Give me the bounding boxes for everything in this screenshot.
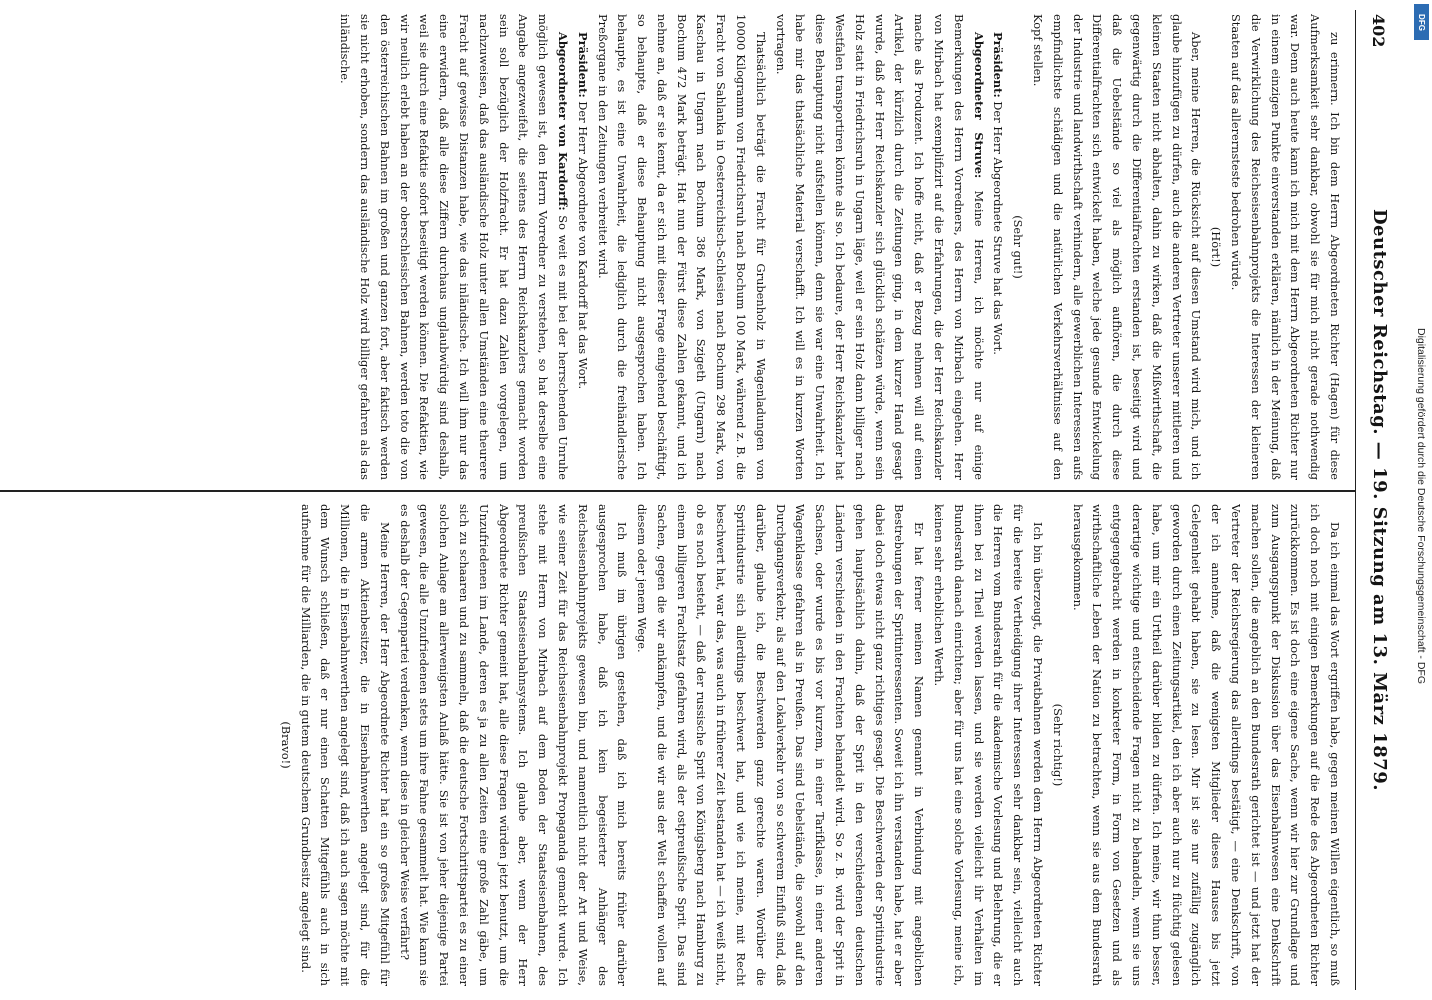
running-title: Deutscher Reichstag. — 19. Sitzung am 13. März 1879. <box>1369 208 1390 792</box>
speaker-name: Präsident: <box>991 32 1006 98</box>
text-paragraph: zu erinnern. Ich bin dem Herrn Abgeordneten Richter (Hagen) für diese Aufmerksamkeit sehr dankbar, obwohl sie für mich nicht gerade nothwendig war. Denn auch heute kann ich mich mit dem Herrn Abgeordneten Richter nur in einem einzigen Punkte einverstanden erklären, nämlich in der Meinung, daß die Verwirklichung des Reichseisenbahnprojekts die Interessen der kleineren Staaten auf das allerernsteste bedrohen würde. <box>1229 14 1342 480</box>
column-divider <box>0 490 1356 492</box>
speaker-name: Präsident: <box>575 32 590 98</box>
left-text-column <box>6 14 1344 480</box>
text-paragraph: Ich bin überzeugt, die Privatbahnen werden dem Herrn Abgeordneten Richter für die bereite Vertheidigung ihrer Interessen sehr dankbar sein, vielleicht auch die Herren vom Bundesrath für die akademische Vorlesung und Belehrung, die er ihnen bei zu Theil werden lassen, und sie werden vielleicht ihr Verhalten im Bundesrath danach einrichten; aber für uns hat eine solche Vorlesung, meine ich, keinen sehr erheblichen Werth. <box>932 504 1046 986</box>
dfg-logo: DFG <box>1414 4 1429 40</box>
speech-text: Der Herr Abgeordnete von Kardorff hat das Wort. <box>575 101 590 390</box>
speech-paragraph <box>770 14 988 480</box>
digitization-credit: Digitalisierung gefördert durch die Deutsche Forschungsgemeinschaft - DFG <box>1415 327 1427 684</box>
interjection: (Sehr gut!) <box>1011 215 1026 279</box>
text-paragraph: Aber, meine Herren, die Rücksicht auf diesen Umstand wird mich, und ich glaube hinzufügen zu dürfen, auch die anderen Vertreter unserer mittleren und kleinen Staaten nicht abhalten, dahin zu wirken, daß die Mißwirthschaft, die gegenwärtig durch die Differentialfrachten erstanden ist, beseitigt wird und daß die Uebelstände so viel als möglich aufhören, die durch diese Differentialfrachten sich entwickelt haben, welche jede gesunde Entwickelung der Industrie und landwirthschaft verhindern, alle gewerblichen Interessen aufs empfindlichste schädigen und die natürlichen Verkehrsverhältnisse auf den Kopf stellen. <box>1031 14 1204 480</box>
speech-text: So weit es mit bei der herrschenden Unruhe möglich gewesen ist, den Herrn Vorredner zu verstehen, so hat derselbe eine Angabe angezweifelt, die seitens des Herrn Reichskanzlers gemacht worden sein soll bezüglich der Holzfracht. Er hat dazu Zahlen vorgelegen, um nachzuweisen, daß das ausländische Holz unter allen Umständen eine theurere Fracht auf gewisse Distanzen habe, wie das inländische. Ich will ihm nur das eine erwidern, daß alle diese Ziffern durchaus unglaubwürdig sind deshalb, weil sie durch eine Refaktie sofort beseitigt werden können. Die Refaktien, wie wir neulich erlebt haben an der oberschlesischen Bahnen, werden toto die von den österreichischen Bahnen im großen und ganzen fort, aber faktisch werden sie nicht erhoben, sondern das ausländische Holz wird billiger gefahren als das inländische. <box>338 14 570 480</box>
page-header <box>1355 10 1396 990</box>
speech-paragraph <box>572 14 592 480</box>
digitization-sidebar <box>1411 0 1432 1000</box>
interjection: (Sehr richtig!) <box>1050 703 1065 787</box>
page-number: 402 <box>1369 14 1388 48</box>
speech-text: Meine Herren, ich möchte nur auf einige Bemerkungen des Herrn Vorredners, des Herrn von Mirbach eingehen. Herr von Mirbach hat exemplifizirt auf die Erfahrungen, die der Herr Reichskanzler mache als Produzent. Ich hoffe nicht, daß er Bezug nehmen will auf einen Artikel, der kürzlich durch die Zeitungen ging, in dem kurzer Hand gesagt wurde, daß der Herr Reichskanzler sich glücklich schätzen würde, wenn sein Holz statt in Friedrichsruh in Ungarn läge, weil er sein Holz dann billiger nach Westfalen transportiren könnte als so. Ich bedaure, der Herr Reichskanzler hat diese Behauptung nicht aufstellen können, denn sie war eine Unwahrheit. Ich habe mir das thatsächliche Material verschafft. Ich will es in kurzen Worten vortragen. <box>773 14 986 480</box>
speaker-name: Abgeordneter Struve: <box>971 32 986 179</box>
speech-text: Der Herr Abgeordnete Struve hat das Wort. <box>991 101 1006 355</box>
text-paragraph: Ich muß im übrigen gestehen, daß ich mich bereits früher darüber ausgesprochen habe, daß ich kein begeisterter Anhänger des Reichseisenbahnprojekts gewesen bin, und namentlich nicht der Art und Weise, wie seiner Zeit für das Reichseisenbahnprojekt Propaganda gemacht wurde. Ich stehe mit Herrn von Mirbach auf dem Boden der Staatseisenbahnen, des preußischen Staatseisenbahnsystems. Ich glaube aber, wenn der Herr Abgeordnete Richter gemeint hat, alle diese Fragen würden jetzt benutzt, um die Unzufriedenen im Lande, deren es ja zu allen Zeiten eine große Zahl gäbe, um sich zu schaaren und zu sammeln, daß die deutsche Fortschrittspartei es zu einer solchen Anlage am allerwenigsten Anlaß hätte. Sie ist von jeher diejenige Partei gewesen, die alle Unzufriedenen stets um ihre Fahne gesammelt hat. Wie kann sie es deshalb der Gegenpartei verdenken, wenn diese in gleicher Weise verfährt? <box>397 504 630 986</box>
right-text-column <box>6 504 1344 986</box>
speech-paragraph <box>988 14 1008 480</box>
text-paragraph: Meine Herren, der Herr Abgeordnete Richter hat ein so großes Mitgefühl für die armen Aktienbesitzer, die in Eisenbahnwerthen angelegt sind, für die Millionen, die in Eisenbahnwerthen angelegt sind, daß ich auch sagen möchte mit dem Wunsch schließen, daß er nur einen Schatten Mitgefühls auch in sich aufnehme für die Milliarden, die in gutem deutschem Grundbesitz angelegt sind. <box>298 504 392 986</box>
text-paragraph: Da ich einmal das Wort ergriffen habe, gegen meinen Willen eigentlich, so muß ich doch noch mit einigen Bemerkungen auf die Rede des Abgeordneten Richter zurückkommen. Es ist doch eine eigene Sache, wenn wir hier zur Grundlage und zum Ausgangspunkt der Diskussion über das Eisenbahnwesen eine Denkschrift machen sollen, die angeblich an den Bundesrath gerichtet ist — und jetzt hat der Vertreter der Reichsregierung das allerdings bestätigt, — eine Denkschrift, von der ich annehme, daß die wenigsten Mitglieder dieses Hauses bis jetzt Gelegenheit gehabt haben, sie zu lesen. Mir ist sie nur zufällig zugänglich geworden durch einen Zeitungsartikel, den ich aber auch nur zu flüchtig gelesen habe, um mir ein Urtheil darüber bilden zu dürfen. Ich meine, wir thun besser, derartige wichtige und entscheidende Fragen nicht zu behandeln, wenn sie uns entgegengebracht werden in konkreter Form, in Form von Gesetzen und als wirthschaftliche Leben der Nation zu betrachten, wenn sie aus dem Bundesrath herausgekommen. <box>1070 504 1342 986</box>
text-paragraph: Thatsächlich beträgt die Fracht für Grubenholz in Wagenladungen von 10000 Kilogramm von Friedrichsruh nach Bochum 100 Mark, während z. B. die Fracht von Sahlanka in Oesterreichisch-Schlesien nach Bochum 298 Mark, von Kaschau in Ungarn nach Bochum 386 Mark, von Szigeth (Ungarn) nach Bochum 472 Mark beträgt. Hat nun der Fürst diese Zahlen gekannt, und ich nehme an, daß er sie kennt, da er sich mit dieser Frage eingehend beschäftigt, so behaupte, daß er diese Behauptung nicht ausgesprochen haben. Ich behaupte, es ist eine Unwahrheit, die lediglich durch die freihändlerische Preßorgane in den Zeitungen verbreitet wird. <box>595 14 768 480</box>
text-paragraph: Er hat ferner meinen Namen genannt in Verbindung mit angeblichen Bestrebungen der Spritinteressenten. Soweit ich ihn verstanden habe, hat er aber dabei doch etwas nicht ganz richtiges gesagt. Die Beschwerden der Spritindustrie gehen hauptsächlich dahin, daß der Sprit in den verschiedenen deutschen Ländern verschieden in den Frachten behandelt wird. So z. B. wird der Sprit in Sachsen, oder wurde es bis vor kurzem, in einer Tarifklasse, in einer anderen Wagenklasse gefahren als in Preußen. Das sind Uebelstände, die sowohl auf den Durchgangsverkehr, als auf den Lokalverkehr von so schwerem Einfluß sind, daß darüber, glaube ich, die Beschwerden ganz gerechte waren. Worüber die Spritindustrie sich allerdings beschwert hat, und wie ich meine, mit Recht beschwert hat, war das, was auch in früherer Zeit bestanden hat — ich weiß nicht, ob es noch besteht, — daß der russische Sprit von Königsberg nach Hamburg zu einem billigeren Frachtsatz gefahren wird, als der ostpreußische Sprit. Das sind Sachen, gegen die wir ankämpfen, und die wir aus der Welt schaffen wollen auf diesem oder jenem Wege. <box>635 504 927 986</box>
interjection: (Hört!) <box>1209 226 1224 268</box>
speaker-name: Abgeordneter von Kardorff: <box>555 32 570 211</box>
interjection: (Bravo!) <box>278 721 293 769</box>
speech-paragraph <box>334 14 572 480</box>
